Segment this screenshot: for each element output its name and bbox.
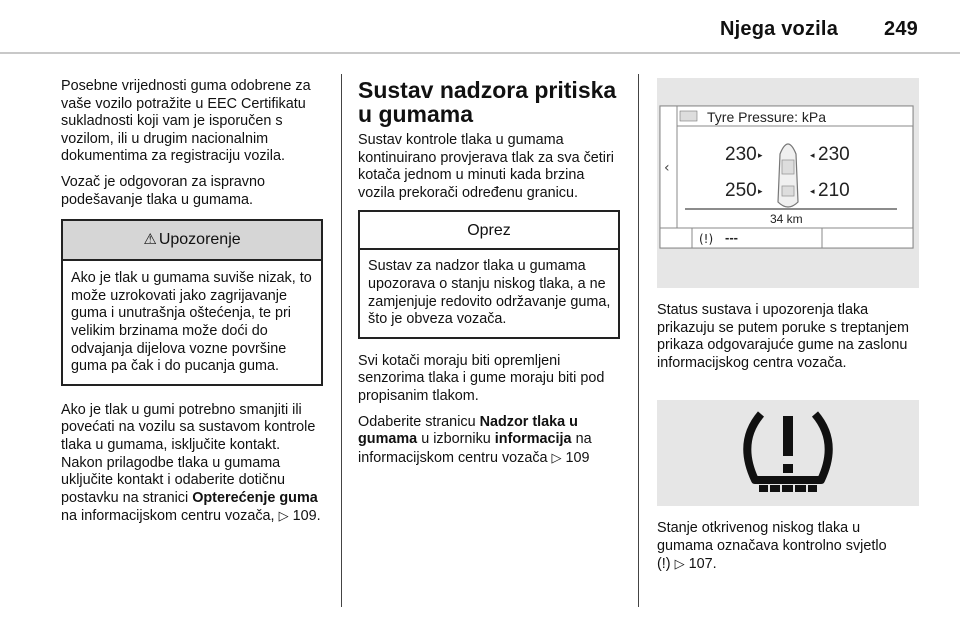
select-text-1: Odaberite stranicu [358,413,476,430]
page-reference-link[interactable]: 109. [292,508,321,525]
arrow-right-icon: ▸ [758,187,763,197]
page-reference-link[interactable]: 109 [565,449,590,466]
warning-light-caption [657,520,919,574]
display-title: Tyre Pressure: kPa [707,109,827,125]
page-header [720,18,918,44]
tyre-monitor-label: Nadzor tlaka u gumama [358,413,578,448]
tyre-load-label: Opterećenje guma [192,489,318,506]
warning-title: Upozorenje [158,231,241,249]
front-left-pressure: 230 [725,144,757,165]
warning-text: Ako je tlak u gumama suviše nizak, to može uzrokovati jako zagrijavanje guma i unutrašnja oštećenja, te pri velikim brzinama može doći do odvajanja dijelova vozne površine guma pa čak i do pucanja guma. [71,270,312,375]
section-heading: Sustav nadzora pritiska u gumama [358,77,617,127]
paragraph-system-description: Sustav kontrole tlaka u gumama kontinuirano provjerava tlak za sva četiri kotača jednom u minuti kada brzina vozila prekorači određenu granicu. [358,132,614,201]
car-icon [680,111,697,121]
paragraph-sensors: Svi kotači moraju biti opremljeni senzorima tlaka i gume moraju biti pod propisanim tlakom. [358,352,605,404]
paragraph-select-page [358,414,620,468]
arrow-left-icon: ◂ [810,187,815,197]
caution-text: Sustav za nadzor tlaka u gumama upozorava o stanju niskog tlaka, a ne zamjenjuje redovito održavanje guma, što je obveza vozača. [368,258,611,328]
caution-title: Oprez [360,212,618,250]
column-middle [358,78,620,475]
column-left [61,78,323,534]
select-text-2: u izborniku [421,431,491,448]
chapter-title: Njega vozila [720,18,839,40]
tyre-pressure-display [657,78,919,288]
front-right-pressure: 230 [818,144,850,165]
page-reference-link[interactable]: 107. [688,556,717,573]
select-text-3: na informacijskom centru vozača [358,431,592,466]
arrow-left-icon: ◂ [810,151,815,161]
warning-box-header [63,221,321,261]
status-value: --- [725,230,738,245]
adjust-text-2: na informacijskom centru vozača, [61,508,275,525]
header-rule [0,52,960,54]
warning-light-text: Stanje otkrivenog niskog tlaka u gumama označava kontrolno svjetlo [657,520,887,554]
warning-triangle-icon: ⚠ [143,231,157,249]
rear-left-pressure: 250 [725,180,757,201]
column-divider-2 [638,74,639,607]
page-reference-arrow-icon: ▷ [278,508,289,524]
paragraph-driver-responsible: Vozač je odgovoran za ispravno podešavanje tlaka u gumama. [61,173,265,208]
page-reference-arrow-icon: ▷ [674,556,685,572]
distance-readout: 34 km [770,212,803,226]
tire-pressure-small-icon: (!) [657,556,671,573]
display-caption: Status sustava i upozorenja tlaka prikazuju se putem poruke s treptanjem prikaza odgovarajuće gume na zaslonu informacijskog centra vozača. [657,302,909,371]
caution-box [358,210,620,338]
column-divider-1 [341,74,342,607]
tyre-pressure-display-graphic [657,78,919,288]
paragraph-eec-certificate: Posebne vrijednosti guma odobrene za vaše vozilo potražite u EEC Certifikatu sukladnosti koji vam je isporučen s vozilom, ili u drugim nacionalnim dokumentima za registraciju vozila. [61,78,311,165]
info-menu-label: informacija [494,431,572,448]
chevron-left-icon: ‹ [664,160,670,176]
tire-pressure-warning-icon [657,400,919,506]
warning-box [61,219,323,386]
warning-light-panel [657,400,919,506]
paragraph-adjust-pressure [61,402,323,526]
status-tpms-icon: (!) [699,232,714,246]
arrow-right-icon: ▸ [758,151,763,161]
car-top-view-icon [778,144,798,207]
adjust-text-1: Ako je tlak u gumi potrebno smanjiti ili povećati na vozilu sa sustavom kontrole tlaka u gumama, isključite kontakt. Nakon prilagodbe tlaka u gumama uključite kontakt i odaberite dotičnu postavku na stranici [61,401,316,506]
rear-right-pressure: 210 [818,180,850,201]
page-reference-arrow-icon: ▷ [551,449,562,465]
page-number: 249 [884,18,918,40]
